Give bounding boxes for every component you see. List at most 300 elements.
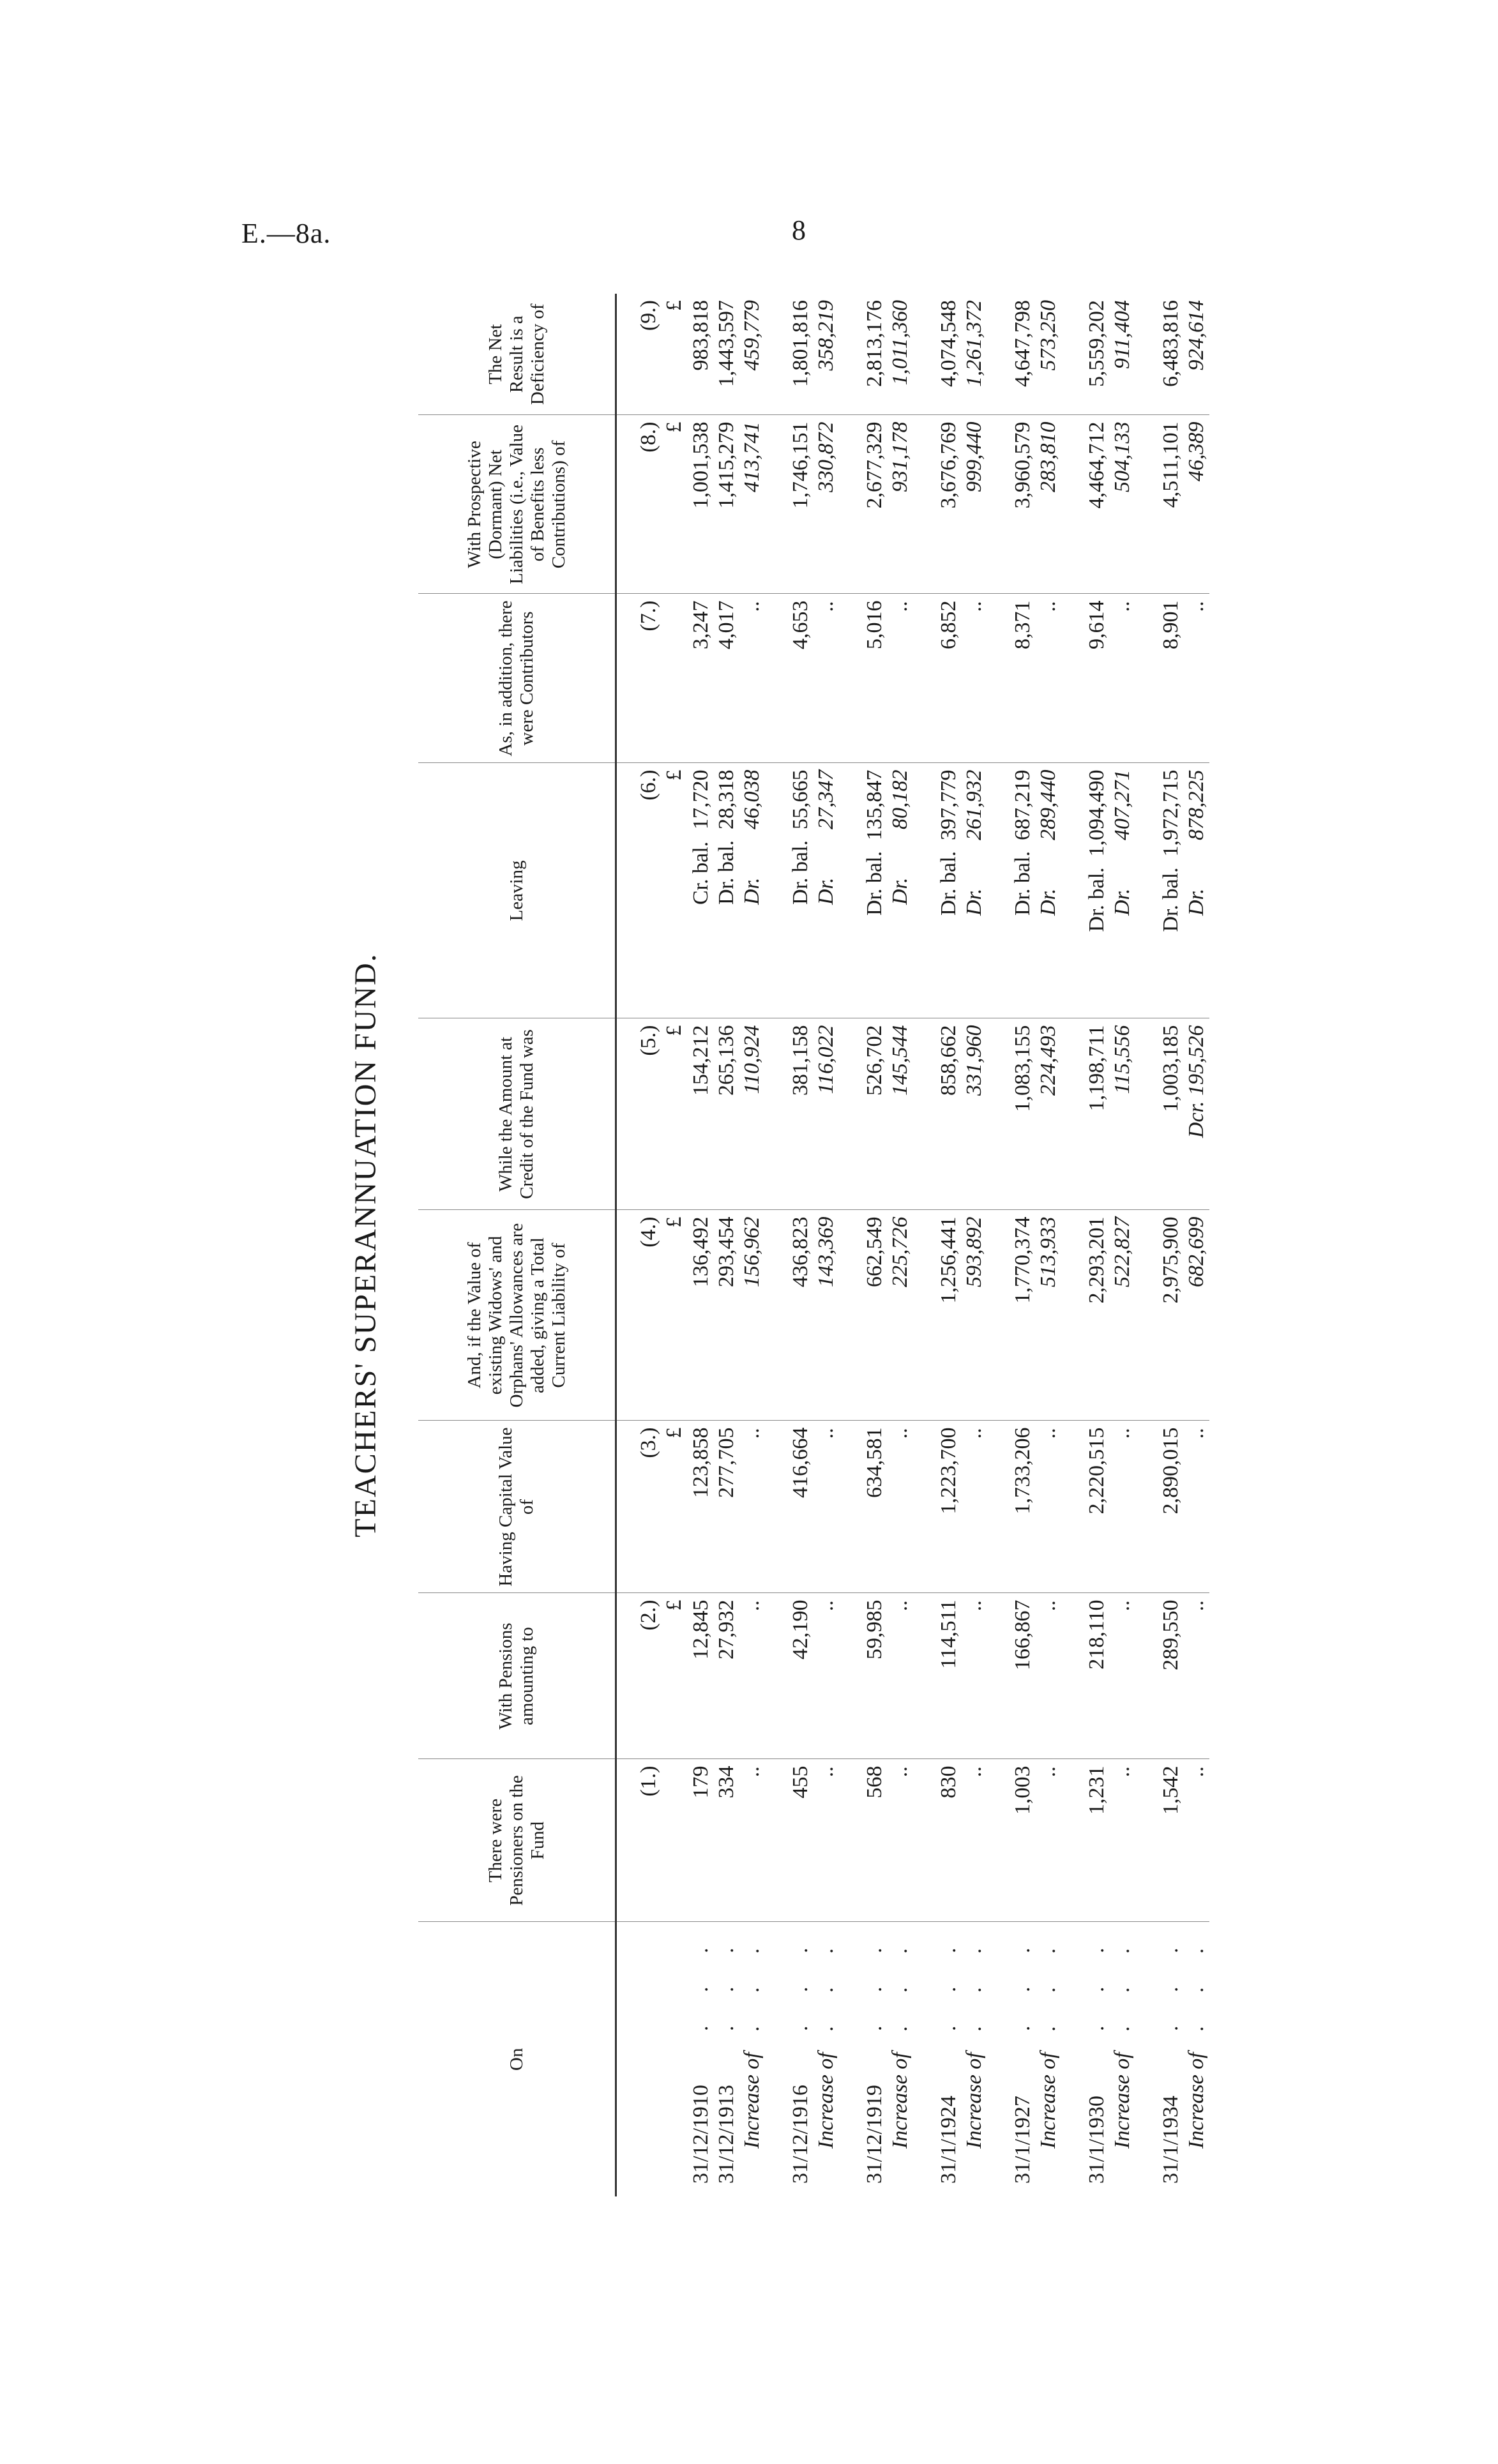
increase-label: Increase of <box>1184 2052 1208 2149</box>
value-cell-c3 <box>1184 1421 1209 1593</box>
value-cell-c1 <box>714 1759 739 1922</box>
column-number: (3.) £ <box>616 1421 689 1593</box>
cell-value: 116,022 <box>814 1025 838 1094</box>
header-contributors: As, in addition, there were Contributors <box>418 594 616 763</box>
value-cell-c5 <box>1184 1018 1209 1210</box>
date-cell <box>688 1922 714 2196</box>
value-cell-c7 <box>788 594 813 763</box>
value-cell-c7 <box>1110 594 1158 763</box>
cell-value: 2,890,015 <box>1159 1427 1183 1515</box>
leader-dots: . . . <box>1011 1933 1034 2031</box>
value-cell-c6 <box>788 763 813 1018</box>
value-cell-c4 <box>1010 1210 1036 1421</box>
rotated-table-region <box>348 275 1287 2216</box>
date-cell <box>888 1922 936 2196</box>
value-cell-c5 <box>962 1018 1010 1210</box>
leader-dots: . . . <box>1159 1933 1183 2031</box>
cell-value: 573,250 <box>1036 300 1060 371</box>
value-cell-c1 <box>888 1759 936 1922</box>
leader-dots: . . . <box>715 1933 738 2031</box>
header-deficiency: The Net Result is a Deficiency of <box>418 294 616 415</box>
cell-value: 28,318 <box>715 769 738 829</box>
value-cell-c1 <box>1036 1759 1084 1922</box>
table-container <box>418 294 1280 2196</box>
value-cell-c1 <box>962 1759 1010 1922</box>
cell-value: .. <box>1036 600 1060 612</box>
value-cell-c2 <box>1184 1593 1209 1759</box>
table-row <box>788 294 813 2196</box>
date-cell <box>1158 1922 1184 2196</box>
date-cell <box>862 1922 888 2196</box>
date-label: 31/1/1930 <box>1085 2096 1108 2184</box>
value-cell-c3 <box>1084 1421 1110 1593</box>
date-cell <box>1084 1922 1110 2196</box>
column-number: (5.) £ <box>616 1018 689 1210</box>
cell-value: 459,779 <box>740 300 764 371</box>
date-label: 31/12/1910 <box>689 2085 713 2184</box>
cell-value: 46,038 <box>740 769 764 829</box>
table-row <box>714 294 739 2196</box>
value-cell-c8 <box>1036 415 1084 594</box>
value-cell-c7 <box>1010 594 1036 763</box>
leader-dots: . . . <box>1085 1933 1108 2031</box>
value-cell-c2 <box>1110 1593 1158 1759</box>
value-cell-c1 <box>1184 1759 1209 1922</box>
header-pensions: With Pensions amounting to <box>418 1593 616 1759</box>
cell-value: 289,550 <box>1159 1599 1183 1670</box>
cell-value: 4,017 <box>715 600 738 649</box>
table-row <box>936 294 962 2196</box>
cell-value: .. <box>814 1427 838 1439</box>
cell-value: 911,404 <box>1110 300 1134 369</box>
column-number: (9.) £ <box>637 300 686 331</box>
value-cell-c9 <box>888 294 936 415</box>
leader-dots: . . . <box>740 1933 764 2031</box>
value-cell-c9 <box>739 294 788 415</box>
column-number: (7.) <box>616 594 689 763</box>
value-cell-c4 <box>813 1210 862 1421</box>
value-cell-c9 <box>714 294 739 415</box>
cell-value: 3,960,579 <box>1011 421 1034 509</box>
value-cell-c6 <box>739 763 788 1018</box>
value-cell-c9 <box>1110 294 1158 415</box>
cell-value: 526,702 <box>863 1025 886 1096</box>
value-cell-c8 <box>714 415 739 594</box>
cell-value: 8,901 <box>1159 600 1183 649</box>
table-row <box>1010 294 1036 2196</box>
cell-value: 80,182 <box>888 769 912 829</box>
value-cell-c3 <box>714 1421 739 1593</box>
value-cell-c1 <box>1010 1759 1036 1922</box>
cell-value: 878,225 <box>1184 769 1208 840</box>
cell-value: 522,827 <box>1110 1216 1134 1287</box>
cell-value: 455 <box>789 1765 812 1799</box>
value-cell-c5 <box>1084 1018 1110 1210</box>
value-cell-c8 <box>688 415 714 594</box>
value-cell-c3 <box>1158 1421 1184 1593</box>
leader-dots: . . . <box>1110 1933 1134 2031</box>
balance-prefix: Dr. bal. <box>1159 867 1183 932</box>
cell-value: 154,212 <box>689 1025 713 1096</box>
value-cell-c5 <box>888 1018 936 1210</box>
value-cell-c2 <box>1158 1593 1184 1759</box>
balance-prefix: Dr. bal. <box>1085 867 1108 932</box>
date-cell <box>1036 1922 1084 2196</box>
value-cell-c6 <box>1184 763 1209 1018</box>
cell-value: 330,872 <box>814 421 838 492</box>
date-label: 31/1/1927 <box>1011 2096 1034 2184</box>
cell-value: .. <box>814 1599 838 1611</box>
cell-value: 293,454 <box>715 1216 738 1287</box>
cell-value: 593,892 <box>962 1216 986 1287</box>
cell-value: 55,665 <box>789 769 812 829</box>
value-cell-c1 <box>1158 1759 1184 1922</box>
column-number <box>616 1922 689 2196</box>
value-cell-c2 <box>1036 1593 1084 1759</box>
value-cell-c5 <box>936 1018 962 1210</box>
cell-value: 225,726 <box>888 1216 912 1287</box>
date-cell <box>813 1922 862 2196</box>
value-cell-c5 <box>1036 1018 1084 1210</box>
column-number: (6.) £ <box>616 763 689 1018</box>
page-number: 8 <box>792 215 806 246</box>
cell-value: 42,190 <box>789 1599 812 1659</box>
cell-value: 179 <box>689 1765 713 1799</box>
value-cell-c8 <box>862 415 888 594</box>
leader-dots: . . . <box>1184 1933 1208 2031</box>
cell-value: .. <box>740 1427 764 1439</box>
value-cell-c8 <box>1158 415 1184 594</box>
value-cell-c7 <box>1184 594 1209 763</box>
value-cell-c4 <box>1158 1210 1184 1421</box>
cell-value: 166,867 <box>1011 1599 1034 1670</box>
cell-value: 1,746,151 <box>789 421 812 509</box>
cell-value: .. <box>962 1599 986 1611</box>
cell-value: .. <box>888 600 912 612</box>
balance-prefix: Dr. bal. <box>863 850 886 916</box>
date-cell <box>962 1922 1010 2196</box>
balance-prefix: Dr. bal. <box>789 840 812 905</box>
cell-value: 2,975,900 <box>1159 1216 1183 1304</box>
increase-row <box>888 294 936 2196</box>
value-cell-c1 <box>862 1759 888 1922</box>
date-cell <box>1184 1922 1209 2196</box>
cell-value: 1,094,490 <box>1085 769 1108 857</box>
value-cell-c2 <box>714 1593 739 1759</box>
leader-dots: . . . <box>689 1933 713 2031</box>
cell-value: 513,933 <box>1036 1216 1060 1287</box>
value-cell-c4 <box>862 1210 888 1421</box>
cell-value: .. <box>962 1427 986 1439</box>
cell-value: 2,677,329 <box>863 421 886 509</box>
column-number-row <box>616 294 689 2196</box>
superannuation-table <box>418 294 1209 2196</box>
leader-dots: . . . <box>888 1933 912 2031</box>
cell-value: 218,110 <box>1085 1599 1108 1670</box>
cell-value: .. <box>888 1765 912 1777</box>
value-cell-c7 <box>714 594 739 763</box>
cell-value: 1,231 <box>1085 1765 1108 1815</box>
cell-value: 830 <box>937 1765 960 1799</box>
cell-value: .. <box>740 1765 764 1777</box>
value-cell-c9 <box>1010 294 1036 415</box>
value-cell-c9 <box>688 294 714 415</box>
value-cell-c3 <box>962 1421 1010 1593</box>
increase-label: Increase of <box>1036 2052 1060 2149</box>
cell-value: 261,932 <box>962 769 986 840</box>
value-cell-c5 <box>1010 1018 1036 1210</box>
cell-value: .. <box>740 600 764 612</box>
header-row <box>418 294 616 2196</box>
cell-value: .. <box>1036 1599 1060 1611</box>
date-cell <box>739 1922 788 2196</box>
column-number: (4.) £ <box>616 1210 689 1421</box>
increase-label: Increase of <box>888 2052 912 2149</box>
header-prospective-liabilities: With Prospective (Dormant) Net Liabilities (i.e., Value of Benefits less Contributions) of <box>418 415 616 594</box>
cell-value: 436,823 <box>789 1216 812 1287</box>
cell-value: .. <box>1110 600 1134 612</box>
value-cell-c5 <box>1158 1018 1184 1210</box>
leader-dots: . . . <box>814 1933 838 2031</box>
balance-prefix: Cr. bal. <box>689 841 713 905</box>
cell-value: 277,705 <box>715 1427 738 1498</box>
cell-value: 4,653 <box>789 600 812 649</box>
date-label: 31/1/1924 <box>937 2096 960 2184</box>
header-leaving: Leaving <box>418 763 616 1018</box>
value-cell-c7 <box>813 594 862 763</box>
increase-row <box>1036 294 1084 2196</box>
cell-value: 416,664 <box>789 1427 812 1498</box>
value-cell-c4 <box>688 1210 714 1421</box>
value-cell-c2 <box>739 1593 788 1759</box>
value-cell-c5 <box>714 1018 739 1210</box>
table-row <box>1158 294 1184 2196</box>
cell-value: 2,293,201 <box>1085 1216 1108 1304</box>
increase-label: Increase of <box>814 2052 838 2149</box>
cell-value: 289,440 <box>1036 769 1060 840</box>
increase-label: Increase of <box>1110 2052 1134 2149</box>
date-label: 31/12/1913 <box>715 2085 738 2184</box>
value-cell-c7 <box>936 594 962 763</box>
column-number: (8.) £ <box>616 415 689 594</box>
cell-value: 27,932 <box>715 1599 738 1659</box>
balance-prefix: Dr. <box>1036 888 1060 916</box>
leader-dots: . . . <box>1036 1933 1060 2031</box>
cell-value: .. <box>1184 1427 1208 1439</box>
cell-value: 662,549 <box>863 1216 886 1287</box>
cell-value: 27,347 <box>814 769 838 829</box>
cell-value: 3,676,769 <box>937 421 960 509</box>
leader-dots: . . . <box>937 1933 960 2031</box>
balance-prefix: Dr. <box>1184 888 1208 916</box>
cell-value: 1,801,816 <box>789 300 812 387</box>
balance-prefix: Dr. <box>888 877 912 905</box>
date-cell <box>936 1922 962 2196</box>
value-cell-c7 <box>1084 594 1110 763</box>
cell-value: .. <box>814 600 838 612</box>
header-capital-value: Having Capital Value of <box>418 1421 616 1593</box>
value-cell-c3 <box>1010 1421 1036 1593</box>
cell-value: 8,371 <box>1011 600 1034 649</box>
value-cell-c7 <box>739 594 788 763</box>
cell-value: 4,464,712 <box>1085 421 1108 509</box>
value-cell-c1 <box>788 1759 813 1922</box>
value-cell-c4 <box>1110 1210 1158 1421</box>
balance-prefix: Dr. bal. <box>937 850 960 916</box>
cell-value: 407,271 <box>1110 769 1134 840</box>
value-cell-c2 <box>688 1593 714 1759</box>
value-cell-c6 <box>962 763 1010 1018</box>
balance-prefix: Dr. bal. <box>1011 850 1034 916</box>
cell-value: 110,924 <box>740 1025 764 1094</box>
value-cell-c1 <box>1110 1759 1158 1922</box>
cell-value: 5,559,202 <box>1085 300 1108 387</box>
cell-value: 4,511,101 <box>1159 421 1183 508</box>
value-cell-c1 <box>936 1759 962 1922</box>
value-cell-c5 <box>688 1018 714 1210</box>
cell-value: .. <box>1110 1427 1134 1439</box>
table-row <box>862 294 888 2196</box>
cell-value: 59,985 <box>863 1599 886 1659</box>
value-cell-c8 <box>788 415 813 594</box>
value-cell-c4 <box>788 1210 813 1421</box>
cell-value: 114,511 <box>937 1599 960 1669</box>
value-cell-c8 <box>739 415 788 594</box>
cell-value: 4,647,798 <box>1011 300 1034 387</box>
value-cell-c8 <box>1010 415 1036 594</box>
cell-value: 1,223,700 <box>937 1427 960 1515</box>
value-cell-c9 <box>1184 294 1209 415</box>
header-pensioners: There were Pensioners on the Fund <box>418 1759 616 1922</box>
cell-value: 135,847 <box>863 769 886 840</box>
value-cell-c3 <box>1036 1421 1084 1593</box>
value-cell-c6 <box>936 763 962 1018</box>
value-cell-c3 <box>862 1421 888 1593</box>
value-cell-c5 <box>739 1018 788 1210</box>
cell-value: 331,960 <box>962 1025 986 1096</box>
value-cell-c2 <box>1010 1593 1036 1759</box>
value-cell-c3 <box>788 1421 813 1593</box>
value-cell-c7 <box>888 594 936 763</box>
value-cell-c6 <box>1036 763 1084 1018</box>
increase-row <box>962 294 1010 2196</box>
value-cell-c3 <box>936 1421 962 1593</box>
value-cell-c1 <box>1084 1759 1110 1922</box>
cell-value: 413,741 <box>740 421 764 492</box>
value-cell-c6 <box>714 763 739 1018</box>
cell-value: 1,003 <box>1011 1765 1034 1815</box>
cell-value: 983,818 <box>689 300 713 371</box>
cell-value: 568 <box>863 1765 886 1799</box>
cell-value: 1,733,206 <box>1011 1427 1034 1515</box>
cell-value: 1,415,279 <box>715 421 738 509</box>
page-id: E.—8a. <box>241 218 331 249</box>
cell-value: .. <box>1184 600 1208 612</box>
value-cell-c1 <box>688 1759 714 1922</box>
cell-value: .. <box>962 1765 986 1777</box>
cell-value: .. <box>1184 1765 1208 1777</box>
cell-value: 1,198,711 <box>1085 1025 1108 1112</box>
value-cell-c8 <box>813 415 862 594</box>
value-cell-c2 <box>888 1593 936 1759</box>
date-label: 31/1/1934 <box>1159 2096 1183 2184</box>
balance-prefix: Dr. <box>814 877 838 905</box>
cell-value: .. <box>1110 1599 1134 1611</box>
header-total-liability: And, if the Value of existing Widows' and Orphans' Allowances are added, giving a Total Current Liability of <box>418 1210 616 1421</box>
cell-value: 224,493 <box>1036 1025 1060 1096</box>
value-cell-c2 <box>788 1593 813 1759</box>
cell-value: 115,556 <box>1110 1025 1134 1094</box>
value-cell-c9 <box>1084 294 1110 415</box>
value-cell-c8 <box>1110 415 1158 594</box>
balance-prefix: Dr. <box>962 888 986 916</box>
value-cell-c8 <box>936 415 962 594</box>
increase-row <box>813 294 862 2196</box>
leader-dots: . . . <box>962 1933 986 2031</box>
cell-value: .. <box>1036 1765 1060 1777</box>
value-cell-c3 <box>688 1421 714 1593</box>
cell-value: 334 <box>715 1765 738 1799</box>
page-title: TEACHERS' SUPERANNUATION FUND. <box>349 953 382 1538</box>
value-cell-c5 <box>788 1018 813 1210</box>
header-on: On <box>418 1922 616 2196</box>
value-cell-c2 <box>962 1593 1010 1759</box>
cell-value: 381,158 <box>789 1025 812 1096</box>
cell-value: .. <box>888 1599 912 1611</box>
value-cell-c4 <box>1084 1210 1110 1421</box>
value-cell-c2 <box>862 1593 888 1759</box>
value-cell-c8 <box>962 415 1010 594</box>
value-cell-c2 <box>1084 1593 1110 1759</box>
value-cell-c4 <box>936 1210 962 1421</box>
value-cell-c2 <box>936 1593 962 1759</box>
cell-value: 136,492 <box>689 1216 713 1287</box>
value-cell-c9 <box>788 294 813 415</box>
value-cell-c2 <box>813 1593 862 1759</box>
value-cell-c1 <box>813 1759 862 1922</box>
cell-value: 1,003,185 <box>1159 1025 1183 1112</box>
cell-value: 4,074,548 <box>937 300 960 387</box>
cell-value: 1,001,538 <box>689 421 713 509</box>
cell-value: 504,133 <box>1110 421 1134 492</box>
value-cell-c8 <box>1084 415 1110 594</box>
cell-value: 2,813,176 <box>863 300 886 387</box>
value-cell-c7 <box>962 594 1010 763</box>
balance-prefix: Dr. <box>1110 888 1134 916</box>
value-cell-c4 <box>739 1210 788 1421</box>
value-cell-c4 <box>1184 1210 1209 1421</box>
cell-value: 46,389 <box>1184 421 1208 481</box>
cell-value: 682,699 <box>1184 1216 1208 1287</box>
cell-value: 12,845 <box>689 1599 713 1659</box>
cell-value: 1,542 <box>1159 1765 1183 1815</box>
value-cell-c6 <box>1158 763 1184 1018</box>
date-label: 31/12/1916 <box>789 2085 812 2184</box>
value-cell-c6 <box>1010 763 1036 1018</box>
value-cell-c7 <box>688 594 714 763</box>
leader-dots: . . . <box>863 1933 886 2031</box>
value-cell-c9 <box>1036 294 1084 415</box>
cell-value: Dcr. 195,526 <box>1184 1025 1208 1138</box>
column-number: (1.) <box>616 1759 689 1922</box>
value-cell-c5 <box>813 1018 862 1210</box>
value-cell-c1 <box>739 1759 788 1922</box>
cell-value: 634,581 <box>863 1427 886 1498</box>
value-cell-c3 <box>739 1421 788 1593</box>
value-cell-c4 <box>888 1210 936 1421</box>
cell-value: .. <box>1036 1427 1060 1439</box>
cell-value: 2,220,515 <box>1085 1427 1108 1515</box>
